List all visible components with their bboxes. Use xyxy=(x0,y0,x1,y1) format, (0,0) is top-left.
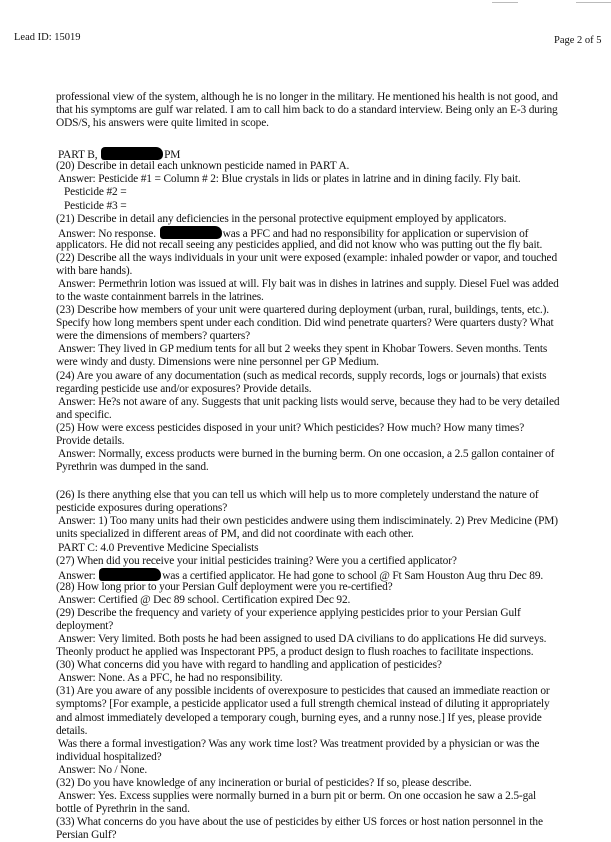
text-line: (25) How were excess pesticides disposed in your unit? Which pesticides? How much? How many times? xyxy=(56,421,525,434)
lead-id: Lead ID: 15019 xyxy=(14,32,81,43)
text-line: that his symptoms are gulf war related. I am to call him back to do a standard interview. Being only an E-3 during xyxy=(56,104,558,117)
text-line xyxy=(56,226,576,239)
text-line: to the waste containment barrels in the latrines. xyxy=(56,291,264,304)
spacer xyxy=(56,130,576,147)
text-line: Pesticide #3 = xyxy=(64,199,127,212)
text-line: Answer: Pesticide #1 = Column # 2: Blue crystals in lids or plates in latrine and in dining facily. Fly bait. xyxy=(58,173,521,186)
text-line: Answer: Very limited. Both posts he had been assigned to used DA civilians to do applications He did surveys. xyxy=(58,633,547,646)
text-line: Answer: No / None. xyxy=(58,763,148,776)
text-line: and almost immediately developed a temporary cough, burning eyes, and a runny nose.] If yes, please provide xyxy=(56,711,542,724)
text-line: with bare hands). xyxy=(56,264,133,277)
text-line: (31) Are you aware of any possible incidents of overexposure to pesticides that caused an immediate reaction or xyxy=(56,685,550,698)
text-line: (33) What concerns do you have about the use of pesticides by either US forces or host nation personnel in the xyxy=(56,816,543,829)
text-line: professional view of the system, although he is no longer in the military. He mentioned his health is not good, and xyxy=(56,91,558,103)
text-line: individual hospitalized? xyxy=(56,750,162,763)
text-line: (23) Describe how members of your unit were quartered during deployment (urban, rural, buildings, tents, etc.). xyxy=(56,304,549,317)
text-line: Answer: Certified @ Dec 89 school. Certification expired Dec 92. xyxy=(58,593,351,606)
line-text-before: PART B, xyxy=(58,149,101,162)
text-line: units specialized in different areas of PM, and did not coordinate with each other. xyxy=(56,528,414,541)
text-line: Pyrethrin was dumped in the sand. xyxy=(56,461,209,474)
redaction-mark xyxy=(160,226,222,239)
text-line xyxy=(56,568,576,581)
text-line: were windy and dusty. Dimensions were nine personnel per GP Medium. xyxy=(56,356,379,369)
text-line: details. xyxy=(56,724,88,737)
text-line: and specific. xyxy=(56,408,112,421)
scan-artifact xyxy=(492,2,518,3)
line-text-before: Answer: No response. xyxy=(58,227,159,240)
text-line: Answer: Yes. Excess supplies were normally burned in a burn pit or berm. On one occasion he saw a 2.5-gal xyxy=(58,789,537,802)
text-line: (30) What concerns did you have with regard to handling and application of pesticides? xyxy=(56,659,442,672)
redaction-mark xyxy=(101,147,163,160)
text-line: Provide details. xyxy=(56,434,125,447)
text-line xyxy=(56,147,576,160)
text-line: (22) Describe all the ways individuals in your unit were exposed (example: inhaled powder or vapor, and touched xyxy=(56,251,558,264)
text-line: (32) Do you have knowledge of any incineration or burial of pesticides? If so, please describe. xyxy=(56,776,472,789)
page-number: Page 2 of 5 xyxy=(554,35,602,46)
spacer xyxy=(56,474,576,489)
text-line: Answer: None. As a PFC, he had no responsibility. xyxy=(58,672,283,685)
text-line: symptoms? [For example, a pesticide applicator used a full strength chemical instead of diluting it appropriately xyxy=(56,698,550,711)
text-line: applicators. He did not recall seeing any pesticides applied, and did not know who was putting out the fly bait. xyxy=(56,238,543,251)
text-line: Answer: He?s not aware of any. Suggests that unit packing lists would serve, because they had to be very detailed xyxy=(58,395,560,408)
text-line: Answer: Normally, excess products were burned in the burning berm. On one occasion, a 2.5 gallon container of xyxy=(58,448,555,461)
text-line: (27) When did you receive your initial pesticides training? Were you a certified applicator? xyxy=(56,554,457,567)
line-text-after: was a certified applicator. He had gone to school @ Ft Sam Houston Aug thru Dec 89. xyxy=(162,569,544,582)
text-line: bottle of Pyrethrin in the sand. xyxy=(56,803,190,816)
scan-artifact xyxy=(576,2,611,3)
text-line: ODS/S, his answers were quite limited in scope. xyxy=(56,117,269,130)
text-line: were the dimensions of members? quarters? xyxy=(56,330,251,343)
redaction-mark xyxy=(99,568,161,581)
text-line: (28) How long prior to your Persian Gulf deployment were you re-certified? xyxy=(56,580,393,593)
text-line: Answer: 1) Too many units had their own pesticides andwere using them indisciminately. 2) Prev Medicine (PM) xyxy=(58,515,558,528)
text-line: regarding pesticide use and/or exposures? Provide details. xyxy=(56,382,312,395)
text-line: (26) Is there anything else that you can tell us which will help us to more completely understand the nature of xyxy=(56,489,539,502)
text-line: Theonly product he applied was Inspectorant PP5, a product design to flush roaches to facilitate inspections. xyxy=(56,646,534,659)
line-text-before: Answer: xyxy=(58,569,99,582)
text-line: Pesticide #2 = xyxy=(64,186,127,199)
text-line: Answer: Permethrin lotion was issued at will. Fly bait was in dishes in latrines and supply. Diesel Fuel was added xyxy=(58,278,559,291)
text-line: deployment? xyxy=(56,619,114,632)
text-line: Persian Gulf? xyxy=(56,829,117,842)
text-line: (29) Describe the frequency and variety of your experience applying pesticides prior to your Persian Gulf xyxy=(56,606,521,619)
text-line: PART C: 4.0 Preventive Medicine Specialists xyxy=(58,541,259,554)
text-line: Answer: They lived in GP medium tents for all but 2 weeks they spent in Khobar Towers. Seven months. Tents xyxy=(58,343,548,356)
text-line: Specify how long members spent under each condition. Did wind penetrate quarters? Were quarters dusty? What xyxy=(56,317,554,330)
text-line: (20) Describe in detail each unknown pesticide named in PART A. xyxy=(56,160,350,173)
text-line: Was there a formal investigation? Was any work time lost? Was treatment provided by a physician or was the xyxy=(58,737,540,750)
text-line: (21) Describe in detail any deficiencies in the personal protective equipment employed by applicators. xyxy=(56,212,507,225)
text-line: (24) Are you aware of any documentation (such as medical records, supply records, logs or journals) that exists xyxy=(56,369,547,382)
line-text-after: was a PFC and had no responsibility for application or supervision of xyxy=(222,227,529,240)
text-line: pesticide exposures during operations? xyxy=(56,502,228,515)
line-text-after: PM xyxy=(164,149,181,162)
document-body xyxy=(56,91,576,842)
